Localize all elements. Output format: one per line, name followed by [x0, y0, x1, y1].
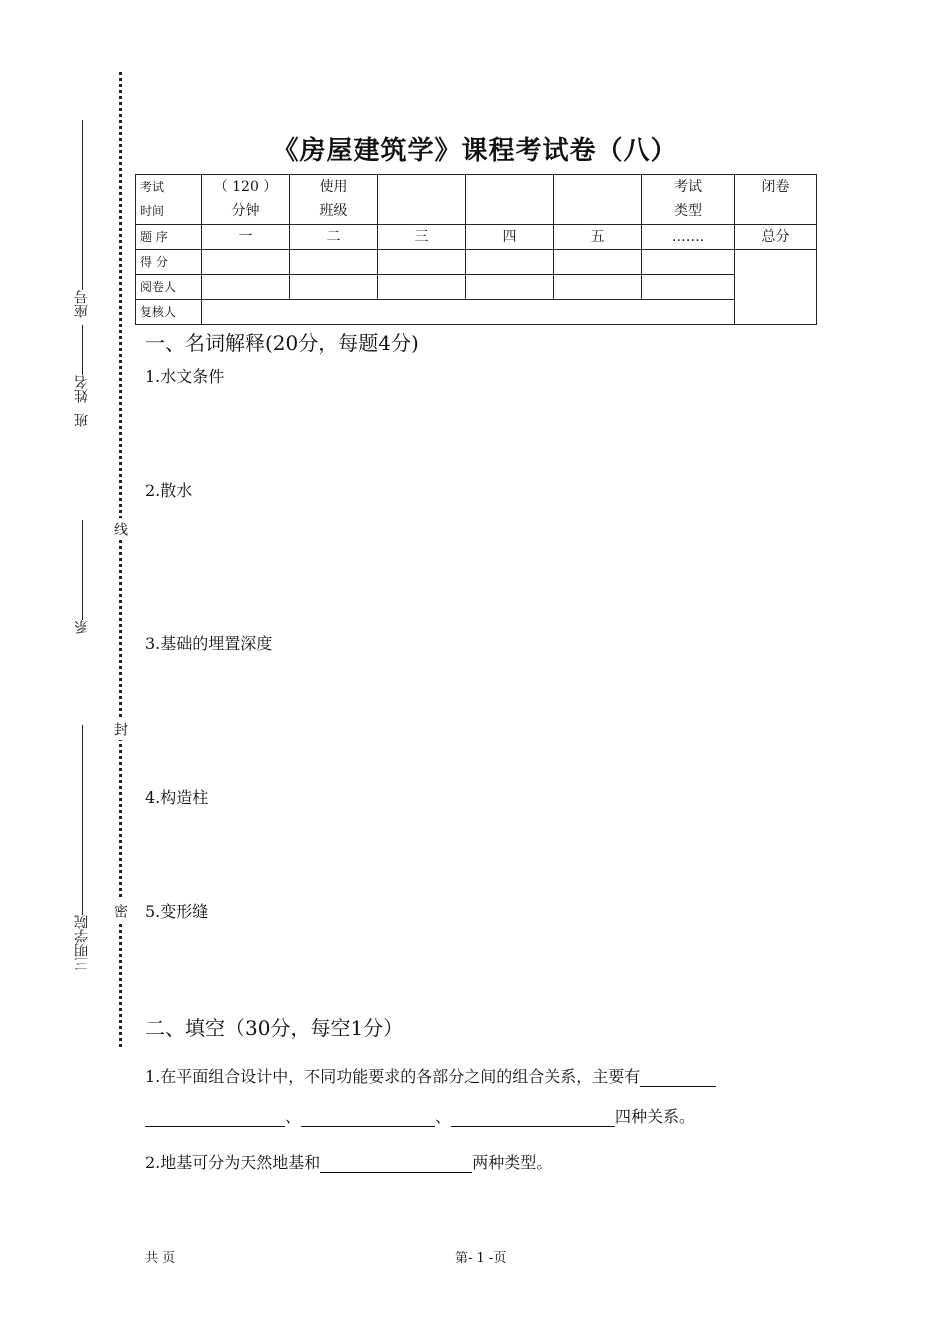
class-label-cell: 使用 班级: [290, 175, 378, 225]
score-cell-2[interactable]: [290, 250, 378, 275]
total-pages: 共 页: [145, 1251, 176, 1266]
dept-underline: [81, 520, 84, 620]
fill-question-1: [145, 1064, 716, 1087]
fill-blank-1b[interactable]: [145, 1108, 285, 1127]
seat-label: 座号: [74, 290, 90, 318]
class-cell-1[interactable]: [378, 175, 466, 225]
fill-question-2-end: 两种类型。: [472, 1153, 553, 1172]
score-cell-more[interactable]: [642, 250, 735, 275]
question-num-more: …….: [642, 225, 735, 250]
section2-heading: 二、填空（30分，每空1分）: [145, 1016, 404, 1040]
exam-title: 《房屋建筑学》课程考试卷（八）: [272, 136, 678, 166]
class-label: 班: [74, 413, 90, 427]
grader-cell-3[interactable]: [378, 275, 466, 300]
fill-sep-2: 、: [435, 1107, 452, 1126]
cut-word-line: 线: [110, 518, 130, 540]
school-field[interactable]: [72, 725, 92, 971]
section1-heading: 一、名词解释(20分，每题4分): [145, 331, 419, 355]
seat-field[interactable]: [72, 120, 92, 318]
name-field[interactable]: [72, 325, 92, 427]
fill-question-2-text: 2.地基可分为天然地基和: [145, 1153, 321, 1172]
question-num-5: 五: [554, 225, 642, 250]
class-cell-3[interactable]: [554, 175, 642, 225]
score-cell-3[interactable]: [378, 250, 466, 275]
fill-question-1-continued: [145, 1104, 695, 1127]
reviewer-label: 复核人: [136, 300, 202, 325]
exam-info-table: [135, 174, 817, 325]
grader-cell-1[interactable]: [202, 275, 290, 300]
grader-cell-2[interactable]: [290, 275, 378, 300]
term-question-3: 3.基础的埋置深度: [145, 634, 273, 653]
fill-question-2: [145, 1150, 552, 1173]
score-cell-4[interactable]: [466, 250, 554, 275]
fill-blank-1d[interactable]: [451, 1108, 615, 1127]
exam-time-value: （ 120 ） 分钟: [202, 175, 290, 225]
term-question-1: 1.水文条件: [145, 367, 225, 386]
dept-field[interactable]: [72, 520, 92, 634]
school-underline: [81, 725, 84, 915]
name-label: 姓名: [74, 375, 90, 403]
dept-label: 系: [74, 620, 90, 634]
grader-cell-4[interactable]: [466, 275, 554, 300]
cut-word-secret: 密: [110, 900, 130, 922]
fill-question-1-end: 四种关系。: [615, 1107, 696, 1126]
fill-blank-1c[interactable]: [301, 1108, 435, 1127]
question-num-2: 二: [290, 225, 378, 250]
score-cell-1[interactable]: [202, 250, 290, 275]
question-num-1: 一: [202, 225, 290, 250]
fill-blank-2a[interactable]: [320, 1154, 472, 1173]
cut-word-seal: 封: [110, 718, 130, 740]
school-label: 三明学院: [74, 915, 90, 971]
exam-time-label: 考试 时间: [136, 175, 202, 225]
score-cell-5[interactable]: [554, 250, 642, 275]
question-num-4: 四: [466, 225, 554, 250]
total-score-label: 总分: [735, 225, 817, 250]
term-question-4: 4.构造柱: [145, 788, 209, 807]
exam-type-value: 闭卷: [735, 175, 817, 225]
term-question-2: 2.散水: [145, 481, 193, 500]
page-number: 第- 1 -页: [455, 1251, 507, 1266]
score-label: 得 分: [136, 250, 202, 275]
total-score-cell[interactable]: [735, 250, 817, 325]
question-order-label: 题 序: [136, 225, 202, 250]
class-cell-2[interactable]: [466, 175, 554, 225]
grader-cell-5[interactable]: [554, 275, 642, 300]
exam-type-label: 考试 类型: [642, 175, 735, 225]
name-underline: [81, 325, 84, 375]
reviewer-cell[interactable]: [202, 300, 735, 325]
term-question-5: 5.变形缝: [145, 902, 209, 921]
grader-cell-more[interactable]: [642, 275, 735, 300]
grader-label: 阅卷人: [136, 275, 202, 300]
question-num-3: 三: [378, 225, 466, 250]
seat-underline: [81, 120, 84, 290]
fill-blank-1a[interactable]: [640, 1068, 716, 1087]
fill-question-1-text: 1.在平面组合设计中，不同功能要求的各部分之间的组合关系，主要有: [145, 1067, 641, 1086]
fill-sep-1: 、: [285, 1107, 302, 1126]
